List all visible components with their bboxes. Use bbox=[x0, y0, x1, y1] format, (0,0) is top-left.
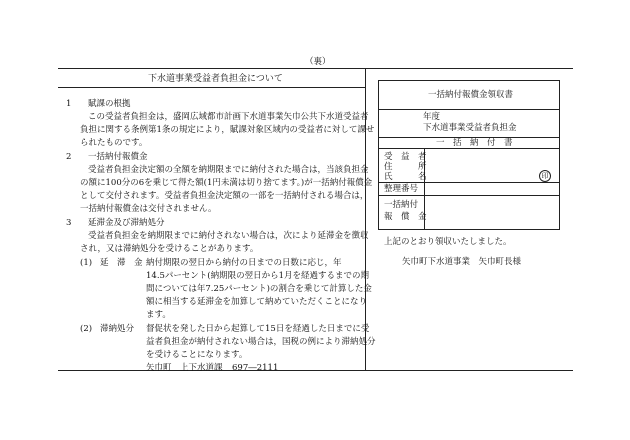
item1-line: 間については年7.25パーセント)の割合を乗じて計算した金 bbox=[146, 284, 372, 294]
seal-mark: 印 bbox=[539, 170, 551, 182]
section1-line: 負担に関する条例第1条の規定により，賦課対象区域内の受益者に対して課せ bbox=[80, 125, 375, 135]
item1-line: 納付期限の翌日から納付の日までの日数に応じ，年 bbox=[146, 258, 342, 268]
form-rule bbox=[378, 109, 560, 110]
receipt-signer: 矢巾町下水道事業 矢巾町長様 bbox=[402, 257, 522, 267]
contact-dept: 上下水道課 bbox=[180, 363, 223, 373]
lump-sum-header: 一 括 納 付 書 bbox=[436, 138, 513, 148]
form-rule bbox=[378, 182, 560, 183]
section3-number: 3 bbox=[66, 218, 72, 228]
item2-number: (2) bbox=[80, 324, 93, 334]
section2-line: として交付されます。受益者負担金決定額の一部を一括納付される場合は， bbox=[80, 191, 369, 201]
name-label: 氏 名 bbox=[384, 172, 427, 182]
item1-line: 14.5パーセント(納期限の翌日から1月を経過するまでの期 bbox=[146, 271, 369, 281]
section2-line: 一括納付報償金は交付されません。 bbox=[80, 204, 217, 214]
form-rule bbox=[378, 195, 560, 196]
contact-phone: 697―2111 bbox=[232, 363, 279, 373]
form-rule bbox=[378, 148, 560, 149]
section3-line: 受益者負担金を納期限までに納付されない場合は，次により延滞金を徴収 bbox=[88, 231, 369, 241]
contact-town: 矢巾町 bbox=[146, 363, 172, 373]
item1-number: (1) bbox=[80, 258, 93, 268]
item2-line: 益者負担金が納付されない場合は，国税の例により滞納処分 bbox=[146, 337, 376, 347]
reward-label-line2: 報 償 金 bbox=[384, 212, 427, 222]
frame-bottom-line bbox=[58, 370, 573, 371]
section1-line: られたものです。 bbox=[80, 138, 148, 148]
item1-line: ます。 bbox=[146, 310, 171, 320]
subject-label: 下水道事業受益者負担金 bbox=[423, 123, 517, 133]
reward-label-line1: 一括納付 bbox=[384, 200, 419, 210]
section2-line: の額に100分の6を乗じて得た額(1円未満は切り捨てます。)が一括納付報償金 bbox=[80, 178, 373, 188]
frame-top-line bbox=[58, 68, 573, 69]
section2-heading: 一括納付報償金 bbox=[88, 152, 148, 162]
serial-number-label: 整理番号 bbox=[384, 184, 419, 194]
receipt-statement: 上記のとおり領収いたしました。 bbox=[384, 237, 512, 247]
section1-number: 1 bbox=[66, 99, 72, 109]
section1-heading: 賦課の根拠 bbox=[88, 99, 131, 109]
section1-line: この受益者負担金は，盛岡広域都市計画下水道事業矢巾公共下水道受益者 bbox=[88, 112, 369, 122]
title-underline bbox=[58, 87, 365, 88]
address-label: 住 所 bbox=[384, 162, 427, 172]
section2-line: 受益者負担金決定額の全額を納期限までに納付された場合は，当該負担金 bbox=[88, 165, 369, 175]
receipt-title: 一括納付報償金領収書 bbox=[428, 90, 514, 100]
item1-line: 額に相当する延滞金を加算して納めていただくことになり bbox=[146, 297, 368, 307]
section2-number: 2 bbox=[66, 152, 72, 162]
item1-label: 延 滞 金 bbox=[100, 258, 143, 268]
item2-line: 督促状を発した日から起算して15日を経過した日までに受 bbox=[146, 324, 370, 334]
item2-label: 滞納処分 bbox=[100, 324, 135, 334]
fiscal-year-label: 年度 bbox=[423, 112, 441, 122]
notice-title: 下水道事業受益者負担金について bbox=[148, 74, 283, 84]
section3-heading: 延滞金及び滞納処分 bbox=[88, 218, 165, 228]
section3-line: され，又は滞納処分を受けることがあります。 bbox=[80, 244, 259, 254]
item2-line: を受けることになります。 bbox=[146, 350, 248, 360]
reverse-side-mark: （裏） bbox=[305, 57, 331, 67]
beneficiary-label: 受 益 者 bbox=[384, 152, 427, 162]
